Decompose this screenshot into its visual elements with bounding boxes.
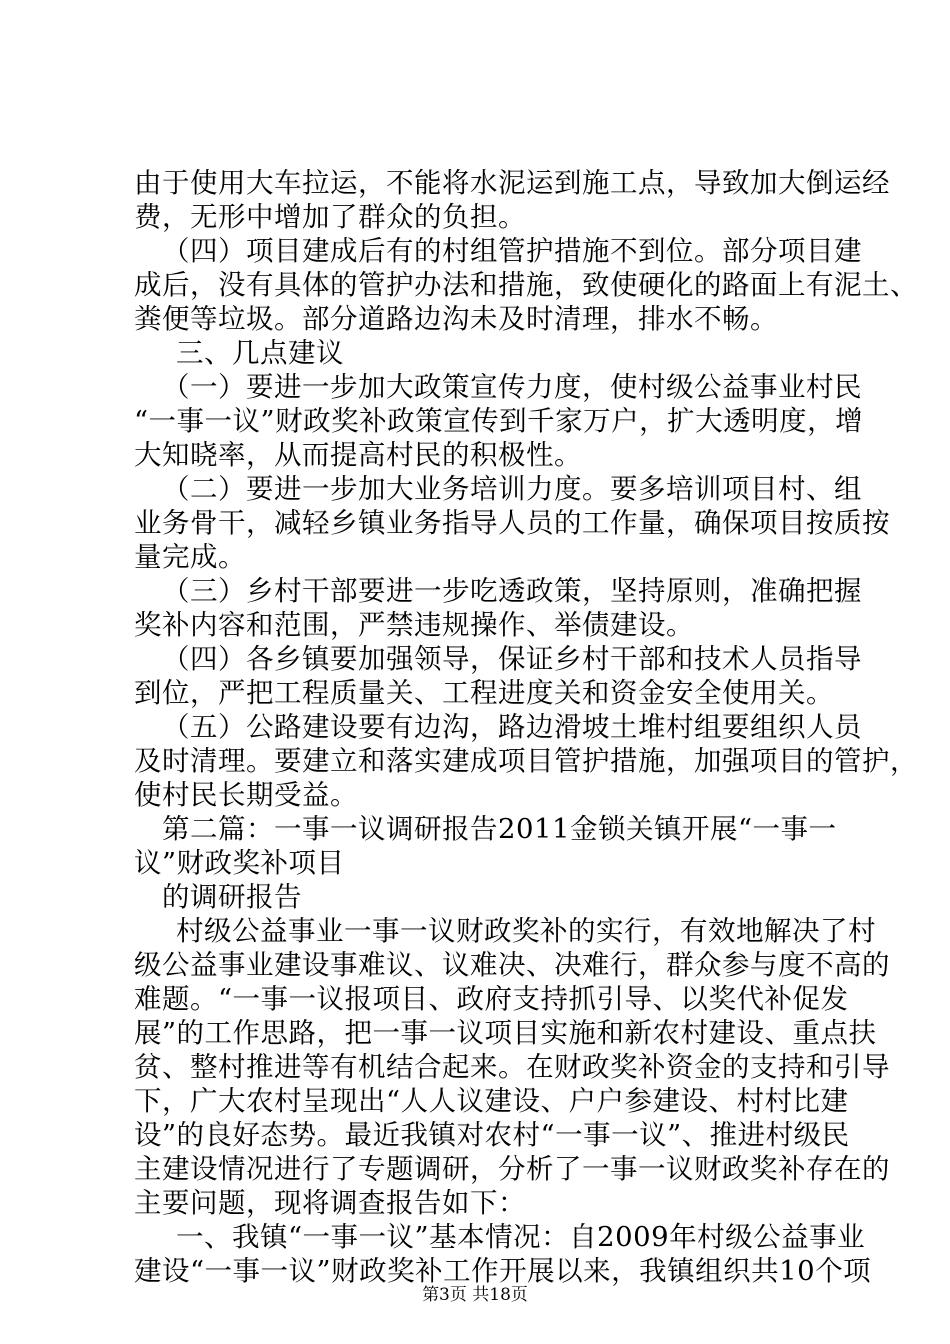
- text-line: 贫、整村推进等有机结合起来。在财政奖补资金的支持和引导: [134, 1051, 890, 1083]
- text-line: 到位，严把工程质量关、工程进度关和资金安全使用关。: [134, 677, 834, 709]
- text-line: 难题。“一事一议报项目、政府支持抓引导、以奖代补促发: [134, 983, 849, 1015]
- text-line: （五）公路建设要有边沟，路边滑坡土堆村组要组织人员: [162, 711, 862, 743]
- text-line: （一）要进一步加大政策宣传力度，使村级公益事业村民: [162, 371, 862, 403]
- text-line: 费，无形中增加了群众的负担。: [134, 201, 526, 233]
- text-line: 主要问题，现将调查报告如下：: [134, 1187, 526, 1219]
- text-line: 及时清理。要建立和落实建成项目管护措施，加强项目的管护，: [134, 745, 918, 777]
- text-line: 展”的工作思路，把一事一议项目实施和新农村建设、重点扶: [134, 1017, 877, 1049]
- text-line: 由于使用大车拉运，不能将水泥运到施工点，导致加大倒运经: [134, 167, 890, 199]
- text-line: 粪便等垃圾。部分道路边沟未及时清理，排水不畅。: [134, 303, 778, 335]
- text-line: 设”的良好态势。最近我镇对农村“一事一议”、推进村级民: [134, 1119, 850, 1151]
- text-line: （四）各乡镇要加强领导，保证乡村干部和技术人员指导: [162, 643, 862, 675]
- text-line: 建设“一事一议”财政奖补工作开展以来，我镇组织共10个项: [134, 1255, 872, 1287]
- text-line: 量完成。: [134, 541, 246, 573]
- text-line: 奖补内容和范围，严禁违规操作、举债建设。: [134, 609, 694, 641]
- page-footer: 第3页 共18页: [422, 1285, 528, 1305]
- text-line: 一、我镇“一事一议”基本情况：自2009年村级公益事业: [176, 1221, 866, 1253]
- chapter-title: 第二篇：一事一议调研报告2011金锁关镇开展“一事一: [162, 813, 837, 845]
- text-line: 主建设情况进行了专题调研，分析了一事一议财政奖补存在的: [134, 1153, 890, 1185]
- text-line: “一事一议”财政奖补政策宣传到千家万户，扩大透明度，增: [134, 405, 864, 437]
- text-line: 级公益事业建设事难议、议难决、决难行，群众参与度不高的: [134, 949, 890, 981]
- text-line: （三）乡村干部要进一步吃透政策，坚持原则，准确把握: [162, 575, 862, 607]
- text-line: （二）要进一步加大业务培训力度。要多培训项目村、组: [162, 473, 862, 505]
- text-line: 使村民长期受益。: [134, 779, 358, 811]
- section-heading: 三、几点建议: [176, 337, 344, 369]
- text-line: 业务骨干，减轻乡镇业务指导人员的工作量，确保项目按质按: [134, 507, 890, 539]
- chapter-title: 的调研报告: [162, 881, 302, 913]
- text-line: 成后，没有具体的管护办法和措施，致使硬化的路面上有泥土、: [134, 269, 918, 301]
- chapter-title: 议”财政奖补项目: [134, 847, 345, 879]
- text-line: （四）项目建成后有的村组管护措施不到位。部分项目建: [162, 235, 862, 267]
- text-line: 大知晓率，从而提高村民的积极性。: [134, 439, 582, 471]
- text-line: 村级公益事业一事一议财政奖补的实行，有效地解决了村: [176, 915, 876, 947]
- text-line: 下，广大农村呈现出“人人议建设、户户参建设、村村比建: [134, 1085, 849, 1117]
